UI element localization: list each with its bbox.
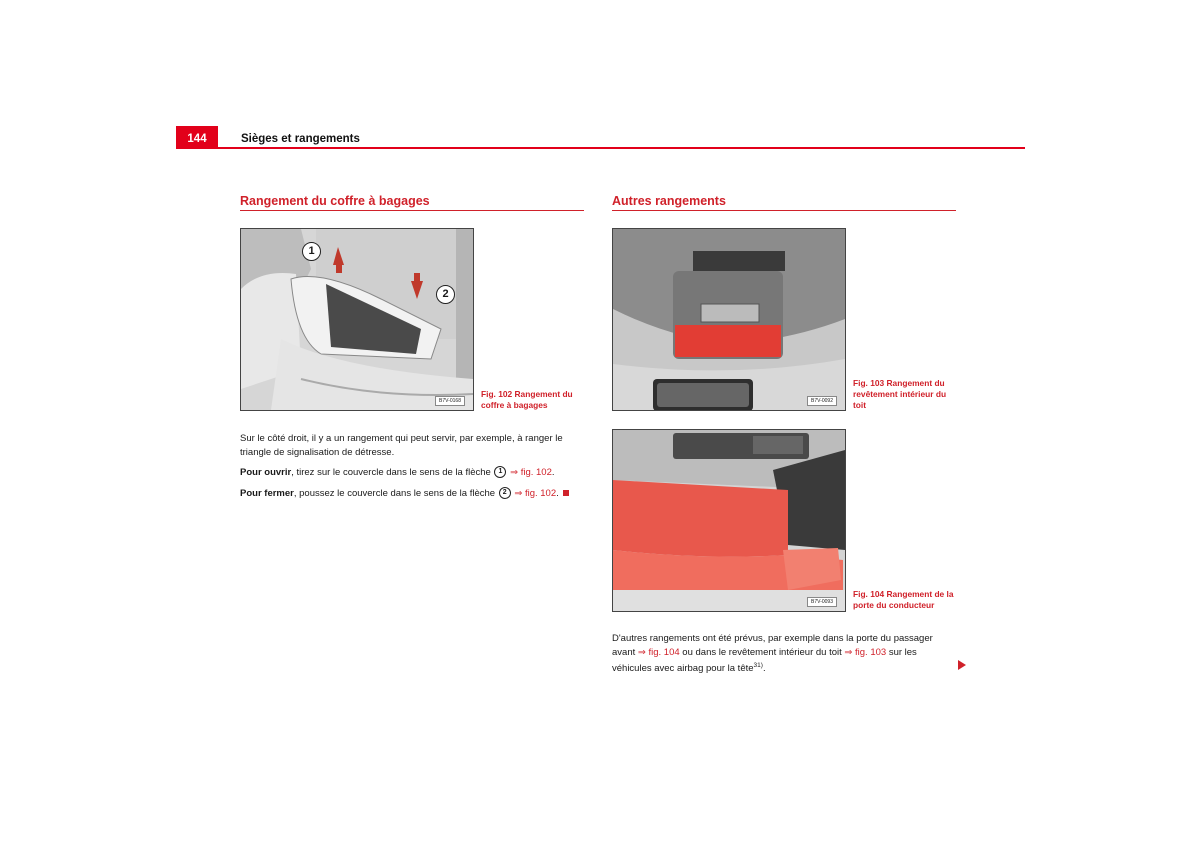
para-part-1: D'autres rangements ont été prévus, par exemple dans la porte du passager avant (612, 633, 933, 658)
footnote-ref[interactable]: 31) (753, 662, 763, 669)
open-end: . (551, 467, 555, 478)
figure-code-104: B7V-0093 (807, 597, 837, 607)
fig-102-link-2[interactable]: ⇒ fig. 102 (514, 487, 557, 499)
close-label: Pour fermer (240, 487, 294, 499)
section-rule-right (612, 210, 956, 211)
section-rule-left (240, 210, 584, 211)
other-storage-paragraph (612, 632, 957, 676)
figure-code: B7V-0168 (435, 396, 465, 406)
close-instruction (240, 487, 585, 501)
para-part-2: ou dans le revêtement intérieur du toit (679, 646, 845, 658)
figure-102-luggage-storage (240, 228, 474, 411)
para-part-3: sur les véhicules avec airbag pour la tête (612, 646, 917, 675)
fig-104-link[interactable]: ⇒ fig. 104 (637, 646, 680, 658)
figure-code-103: B7V-0092 (807, 396, 837, 406)
figure-104-door-storage (612, 429, 846, 612)
close-end: . (556, 487, 559, 499)
header-divider (176, 147, 1025, 149)
close-text: , poussez le couvercle dans le sens de la flèche (293, 487, 496, 499)
callout-2: 2 (436, 285, 455, 304)
other-storage-text (612, 632, 957, 683)
end-square-icon (563, 490, 569, 496)
callout-1-inline: 1 (494, 466, 506, 478)
callout-1: 1 (302, 242, 321, 261)
open-label: Pour ouvrir (240, 467, 292, 478)
caption-fig-102: Fig. 102 Rangement du coffre à bagages (481, 389, 573, 410)
page-number: 144 (176, 126, 218, 148)
intro-paragraph: Sur le côté droit, il y a un rangement qui peut servir, par exemple, à ranger le triangle de signalisation de détresse. (240, 433, 563, 458)
figure-103-roof-storage (612, 228, 846, 411)
open-instruction (240, 466, 585, 480)
next-page-arrow-icon (958, 660, 966, 670)
section-heading-luggage: Rangement du coffre à bagages (240, 194, 430, 208)
fig-102-link[interactable]: ⇒ fig. 102 (510, 467, 552, 478)
para-end: . (762, 663, 766, 675)
chapter-title: Sièges et rangements (241, 133, 360, 145)
caption-fig-103: Fig. 103 Rangement du revêtement intérieur du toit (853, 378, 947, 410)
caption-fig-104: Fig. 104 Rangement de la porte du conducteur (853, 589, 954, 610)
callout-2-inline: 2 (499, 487, 511, 499)
fig-103-link[interactable]: ⇒ fig. 103 (844, 646, 887, 658)
open-text: , tirez sur le couvercle dans le sens de la flèche (291, 467, 491, 478)
section-heading-other-storage: Autres rangements (612, 194, 726, 208)
luggage-text-block (240, 432, 585, 507)
